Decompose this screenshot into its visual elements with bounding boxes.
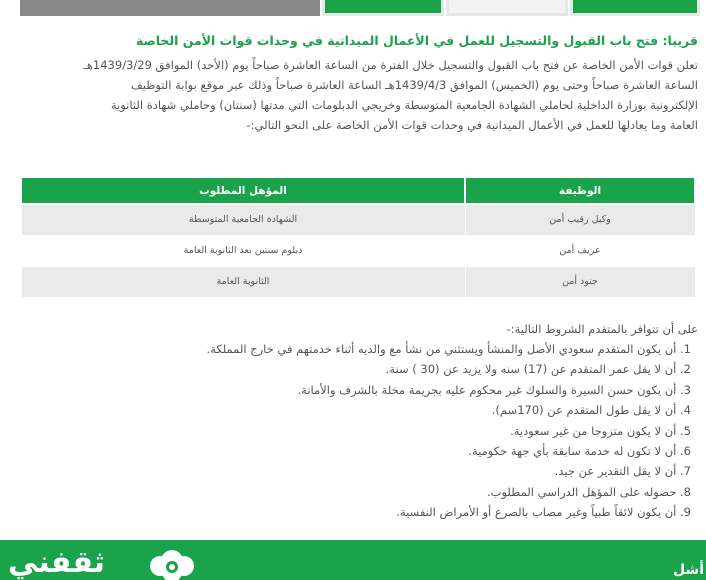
item-number: 2. [680, 362, 691, 377]
table-row [21, 204, 695, 235]
top-tab-bar [0, 0, 706, 16]
cell-qualification: الثانوية العامة [21, 266, 465, 297]
intro-line: الإلكترونية بوزارة الداخلية لحاملي الشهادة الجامعية المتوسطة وخريجي الدبلومات التي مدتها (سنتان) وحاملي شهادة الثانوية [110, 98, 698, 112]
table-header-row [21, 177, 695, 204]
item-text: أن لا يقل طول المتقدم عن (170سم). [491, 403, 677, 418]
item-text: أن لا يكون متزوجا من غير سعودية. [510, 423, 677, 438]
list-item [8, 421, 698, 441]
item-text: أن يكون المتقدم سعودي الأصل والمنشأ ويستثني من نشأ مع والديه أثناء خدمتهم في خارج المملكة. [206, 342, 677, 356]
conditions-section [8, 319, 698, 523]
tab-1[interactable] [322, 0, 444, 16]
list-item [8, 441, 698, 461]
item-text: أن يكون لائقاً طبياً وغير مصاب بالصرع أو الأمراض النفسية. [396, 505, 677, 520]
footer-banner [0, 540, 706, 580]
item-text: أن لا تكون له خدمة سابقة بأي جهة حكومية. [468, 444, 677, 459]
item-text: أن لا يقل عمر المتقدم عن (17) سنه ولا يزيد عن (30 ) سنة. [385, 362, 677, 377]
conditions-lead: على أن تتوافر بالمتقدم الشروط التالية:- [506, 322, 698, 336]
tab-3[interactable] [570, 0, 700, 16]
list-item [8, 380, 698, 400]
list-item [8, 339, 698, 359]
item-number: 8. [680, 484, 691, 499]
list-item [8, 502, 698, 522]
header-job: الوظيفة [465, 177, 695, 204]
list-item [8, 461, 698, 481]
item-number: 9. [680, 505, 691, 520]
item-number: 5. [680, 423, 691, 438]
conditions-list [8, 339, 698, 523]
item-number: 7. [680, 464, 691, 479]
jobs-table [20, 176, 696, 298]
item-number: 1. [680, 342, 691, 356]
site-logo-text[interactable]: ثقفني [8, 545, 106, 580]
article-headline: قريبا: فتح باب القبول والتسجيل للعمل في الأعمال الميدانية في وحدات قوات الأمن الخاصة [136, 33, 698, 48]
list-item [8, 359, 698, 379]
article-intro [8, 55, 698, 135]
tab-bar-background [20, 0, 320, 16]
item-text: أن لا يقل التقدير عن جيد. [554, 464, 677, 479]
header-qualification: المؤهل المطلوب [21, 177, 465, 204]
table-row [21, 266, 695, 297]
intro-line: تعلن قوات الأمن الخاصة عن فتح باب القبول والتسجيل خلال الفترة من الساعة العاشرة صباحاً يوم (الأحد) الموافق 1439/3/29هـ [83, 58, 698, 72]
item-text: حصوله على المؤهل الدراسي المطلوب. [486, 484, 677, 499]
item-number: 4. [680, 403, 691, 418]
item-text: أن يكون حسن السيرة والسلوك غير محكوم عليه بجريمة مخلة بالشرف والأمانة. [297, 382, 677, 397]
table-row [21, 235, 695, 266]
cell-qualification: الشهادة الجامعية المتوسطة [21, 204, 465, 235]
cell-job: وكيل رقيب أمن [465, 204, 695, 235]
cell-qualification: دبلوم سنتين بعد الثانوية العامة [21, 235, 465, 266]
item-number: 6. [680, 444, 691, 459]
intro-line: الساعة العاشرة صباحاً وحتى يوم (الخميس) الموافق 1439/4/3هـ الساعة العاشرة صباحاً وذلك عبر موقع بوابة التوظيف [130, 78, 698, 92]
footer-right-text: أشل [672, 562, 704, 578]
cell-job: جنود أمن [465, 266, 695, 297]
tab-2[interactable] [446, 0, 568, 16]
list-item [8, 482, 698, 502]
list-item [8, 400, 698, 420]
flower-icon [142, 550, 200, 580]
cell-job: عريف أمن [465, 235, 695, 266]
item-number: 3. [680, 382, 691, 397]
intro-line: العامة وما يعادلها للعمل في الأعمال الميدانية في وحدات قوات الأمن الخاصة على النحو التالي:- [246, 118, 698, 132]
